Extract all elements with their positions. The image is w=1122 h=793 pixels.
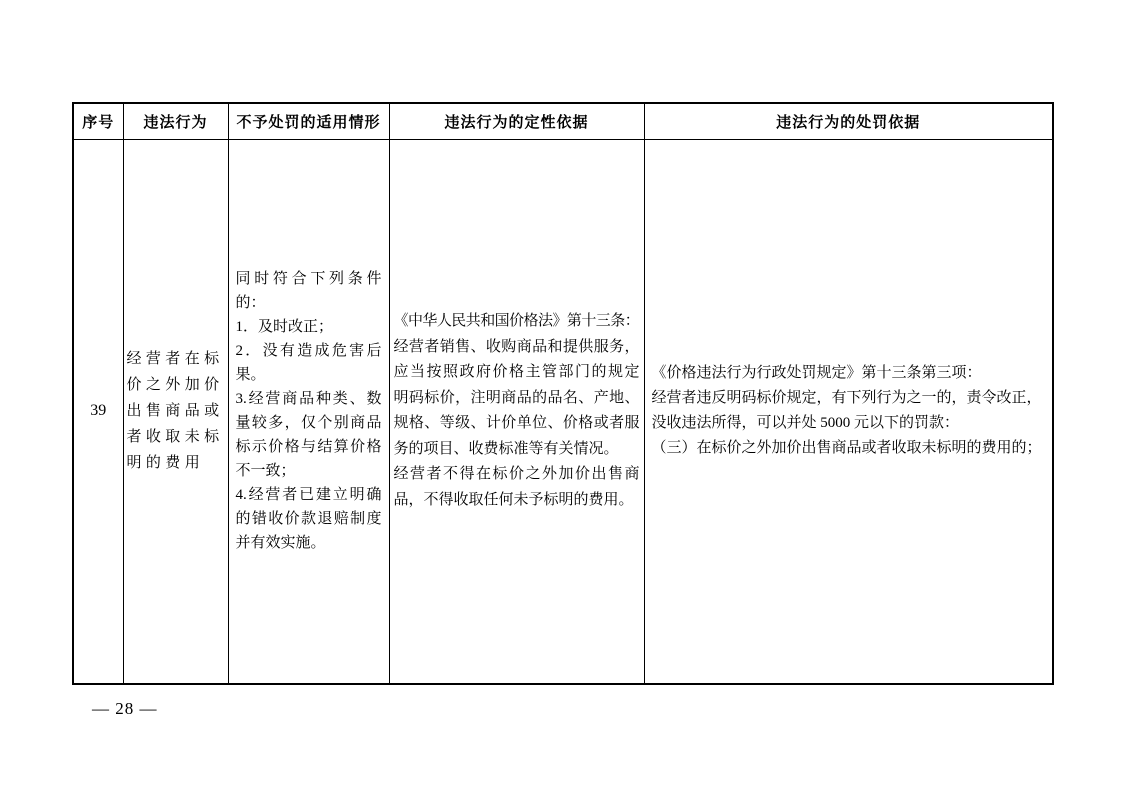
condition-line: 量较多，仅个别商品: [235, 415, 382, 432]
condition-line: 的：: [235, 295, 266, 312]
qualitative-basis-line: 应当按照政府价格主管部门的规定: [393, 364, 640, 381]
condition-line: 的错收价款退赔制度: [235, 511, 382, 528]
condition-line: 3.经营商品种类、数: [235, 391, 382, 408]
header-penalty-basis: 违法行为的处罚依据: [644, 103, 1053, 139]
qualitative-basis-line: 品，不得收取任何未予标明的费用。: [393, 491, 634, 508]
penalty-basis-line: 经营者违反明码标价规定，有下列行为之一的，责令改正，: [651, 390, 1042, 407]
qualitative-basis-line: 务的项目、收费标准等有关情况。: [393, 440, 619, 457]
cell-no-penalty-conditions: [228, 139, 389, 684]
penalty-basis-line: 《价格违法行为行政处罚规定》第十三条第三项：: [651, 365, 982, 382]
header-serial-number: 序号: [73, 103, 123, 139]
penalty-basis-line: 没收违法所得，可以并处 5000 元以下的罚款：: [651, 415, 960, 432]
header-illegal-behavior: 违法行为: [123, 103, 228, 139]
qualitative-basis-line: 规格、等级、计价单位、价格或者服: [393, 415, 640, 432]
table-row: [73, 139, 1053, 684]
cell-serial-number: 39: [73, 139, 123, 684]
condition-line: 标示价格与结算价格: [235, 439, 382, 456]
condition-line: 同时符合下列条件: [235, 271, 382, 288]
table-header-row: [73, 103, 1053, 139]
header-no-penalty-conditions: 不予处罚的适用情形: [228, 103, 389, 139]
penalty-basis-line: （三）在标价之外加价出售商品或者收取未标明的费用的；: [651, 440, 1042, 457]
condition-line: 2．没有造成危害后: [235, 343, 382, 360]
qualitative-basis-line: 经营者不得在标价之外加价出售商: [393, 466, 640, 483]
penalty-rules-table: [72, 102, 1054, 685]
qualitative-basis-line: 《中华人民共和国价格法》第十三条：: [393, 313, 640, 330]
cell-illegal-behavior: [123, 139, 228, 684]
condition-line: 4.经营者已建立明确: [235, 487, 382, 504]
header-qualitative-basis: 违法行为的定性依据: [389, 103, 644, 139]
qualitative-basis-line: 明码标价，注明商品的品名、产地、: [393, 389, 640, 406]
qualitative-basis-line: 经营者销售、收购商品和提供服务，: [393, 338, 640, 355]
condition-line: 果。: [235, 367, 266, 384]
condition-line: 不一致；: [235, 463, 296, 480]
condition-line: 1．及时改正；: [235, 319, 334, 336]
page-number: — 28 —: [92, 699, 158, 718]
illegal-behavior-text: 经营者在标价之外加价出售商品或者收取未标明的费用: [126, 351, 224, 472]
cell-qualitative-basis: [389, 139, 644, 684]
cell-penalty-basis: [644, 139, 1053, 684]
condition-line: 并有效实施。: [235, 535, 326, 552]
